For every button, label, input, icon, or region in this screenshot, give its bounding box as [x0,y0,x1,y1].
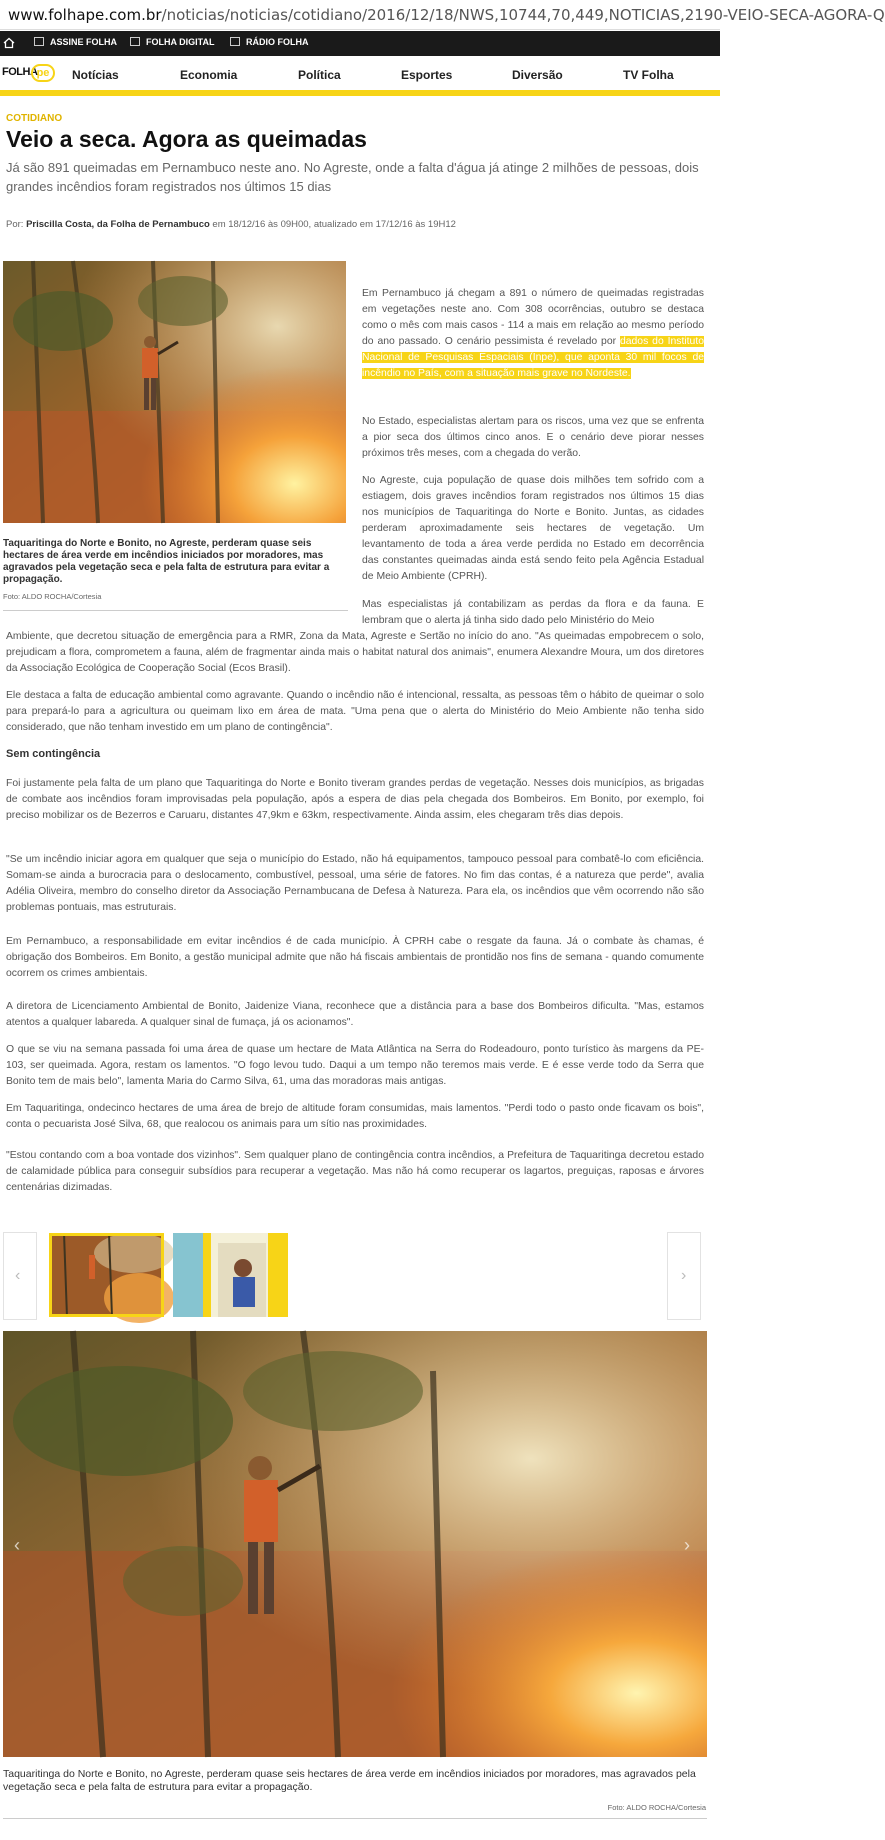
paragraph-2: No Estado, especialistas alertam para os riscos, uma vez que se enfrenta a pior seca dos últimos cinco anos. E o cenário deve piorar nesses próximos três meses, com a chegada do verão. [362,416,704,459]
chevron-left-icon: ‹ [15,1267,21,1284]
byline-author: Priscilla Costa, da Folha de Pernambuco [26,219,210,230]
nav-noticias[interactable]: Notícias [72,68,119,82]
paragraph-6: Foi justamente pela falta de um plano que Taquaritinga do Norte e Bonito tiveram grandes perdas de vegetação. Nesses dois municípios, as brigadas de combate aos incêndios foram improvisadas pela população, após a espera de dias pela chegada dos Bombeiros. Em Bonito, por exemplo, foi preciso mobilizar os de Bezerros e Caruaru, distantes 47,9km e 63km, respectivamente. Ainda assim, eles chegaram três dias depois. [6,778,704,821]
paragraph-11: Em Taquaritinga, ondecinco hectares de uma área de brejo de altitude foram consumidas, mais lamentos. "Perdi todo o pasto onde ficavam os bois", conta o pecuarista José Silva, 68, que realocou os animais para um sítio nas proximidades. [6,1103,704,1130]
home-icon[interactable] [2,36,16,50]
chevron-right-icon: › [681,1267,687,1284]
gallery-caption: Taquaritinga do Norte e Bonito, no Agreste, perderam quase seis hectares de área verde em incêndios iniciados por moradores, mas agravados pela vegetação seca e pela falta de estrutura para evitar a propagação. [3,1768,696,1793]
photo-caption: Taquaritinga do Norte e Bonito, no Agreste, perderam quase seis hectares de área verde em incêndios iniciados por moradores, mas agravados pela vegetação seca e pela falta de estrutura para evitar a propagação. [3,538,330,585]
folha-digital-label: FOLHA DIGITAL [146,37,215,47]
nav-tv-folha[interactable]: TV Folha [623,68,674,82]
site-logo[interactable] [2,64,56,86]
main-nav [0,56,720,96]
url-domain: www.folhape.com.br [8,6,162,24]
byline-prefix: Por: [6,219,27,230]
url-path: /noticias/noticias/cotidiano/2016/12/18/NWS,10744,70,449,NOTICIAS,2190-VEIO-SECA-AGORA-Q [161,6,885,24]
gallery-prev-icon[interactable]: ‹ [14,1535,20,1555]
browser-url-bar[interactable] [0,0,885,30]
gallery-next-icon[interactable]: › [684,1535,690,1555]
paragraph-8: Em Pernambuco, a responsabilidade em evitar incêndios é de cada município. À CPRH cabe o resgate da fauna. Já o combate às chamas, é obrigação dos Bombeiros. Em Bonito, a gestão municipal admite que não há fiscais ambientais de prontidão nos fins de semana - quando comumente ocorrem os crimes ambientais. [6,936,704,979]
divider [3,1818,707,1819]
nav-politica[interactable]: Política [298,68,341,82]
paragraph-5: Ele destaca a falta de educação ambiental como agravante. Quando o incêndio não é intencional, ressalta, as pessoas têm o hábito de queimar o solo para prepará-lo para a agricultura ou queimam lixo em área de mata. "Uma pena que o alerta do Ministério do Meio Ambiente não tenha sido considerado, que não tenham investido em um plano de contingência". [6,690,704,733]
highlighted-text: dados do Instituto Nacional de Pesquisas Espaciais (Inpe), que aponta 30 mil focos de incêndio no País, com a situação mais grave no Nordeste. [362,336,705,379]
paragraph-4b: Ambiente, que decretou situação de emergência para a RMR, Zona da Mata, Agreste e Sertão no início do ano. "As queimadas empobrecem o solo, prejudicam a flora, comprometem a fauna, além de fragmentar ainda mais o habitat natural dos animais", enumera Alexandre Moura, um dos diretores da Associação Ecológica de Cooperação Social (Ecos Brasil). [6,631,704,674]
paragraph-1-text: Em Pernambuco já chegam a 891 o número de queimadas registradas em vegetações neste ano. Com 308 ocorrências, outubro se destaca como o mês com mais casos - 114 a mais em relação ao mesmo período do ano passado. O cenário pessimista é revelado por [362,288,704,347]
digital-icon [130,37,140,46]
paragraph-9: A diretora de Licenciamento Ambiental de Bonito, Jaidenize Viana, reconhece que a distância para a base dos Bombeiros dificulta. "Mas, estamos atentos a qualquer labareda. A qualquer sinal de fumaça, já os acionamos". [6,1001,704,1028]
radio-folha-link[interactable] [230,37,309,47]
paragraph-4a: Mas especialistas já contabilizam as perdas da flora e da fauna. E lembram que o alerta já tinha sido dado pelo Ministério do Meio [362,599,704,626]
gallery-thumb-1[interactable] [49,1233,164,1317]
gallery-credit: Foto: ALDO ROCHA/Cortesia [607,1803,706,1812]
subscribe-icon [34,37,44,46]
url-text[interactable] [8,6,885,24]
photo-credit: Foto: ALDO ROCHA/Cortesia [3,592,102,601]
article-subtitle: Já são 891 queimadas em Pernambuco neste ano. No Agreste, onde a falta d'água já atinge 2 milhões de pessoas, dois grandes incêndios foram registrados nos últimos 15 dias [6,160,699,194]
subscribe-link[interactable] [34,37,117,47]
thumb-woman-window-image [173,1233,288,1317]
paragraph-1 [362,286,704,382]
thumbs-next-button[interactable] [667,1232,701,1320]
gallery-thumb-2[interactable] [173,1233,288,1317]
subscribe-label: ASSINE FOLHA [50,37,118,47]
thumbs-prev-button[interactable] [3,1232,37,1320]
logo-folha-text: FOLHA [2,66,38,78]
top-utility-bar [0,31,720,56]
radio-folha-label: RÁDIO FOLHA [246,37,309,47]
byline-date: em 18/12/16 às 09H00, atualizado em 17/12/16 às 19H12 [209,219,456,230]
article-byline [6,219,456,230]
gallery-fire-image [3,1331,707,1757]
nav-esportes[interactable]: Esportes [401,68,453,82]
nav-diversao[interactable]: Diversão [512,68,563,82]
paragraph-10: O que se viu na semana passada foi uma área de quase um hectare de Mata Atlântica na Serra do Rodeadouro, ponto turístico às margens da PE-103, ser queimada. Agora, restam os lamentos. "O fogo levou tudo. Daqui a um tempo não teremos mais verde. E é esse verde todo da Serra que Bonito tem de mais belo", lamenta Maria do Carmo Silva, 61, uma das moradoras mais antigas. [6,1044,704,1087]
paragraph-12: "Estou contando com a boa vontade dos vizinhos". Sem qualquer plano de contingência contra incêndios, a Prefeitura de Taquaritinga decretou estado de calamidade pública para conseguir subsídios para recuperar a vegetação. Mas não há como recuperar os lagartos, preguiças, raposas e árvores centenárias dizimadas. [6,1150,704,1193]
folha-digital-link[interactable] [130,37,215,47]
nav-economia[interactable]: Economia [180,68,238,82]
section-label[interactable]: COTIDIANO [6,113,63,124]
paragraph-3: No Agreste, cuja população de quase dois milhões tem sofrido com a estiagem, dois graves incêndios foram registrados nos últimos 15 dias nos municípios de Taquaritinga do Norte e Bonito. Juntas, as cidades perderam aproximadamente seis hectares de vegetação. Um levantamento de toda a área verde perdida no Estado em decorrência das constantes queimadas ainda está sendo feito pela Agência Estadual de Meio Ambiente (CPRH). [362,475,704,582]
paragraph-7: "Se um incêndio iniciar agora em qualquer que seja o município do Estado, não há equipamentos, tampouco pessoal para combatê-lo com eficiência. Somam-se ainda a burocracia para o deslocamento, combustível, pessoal, uma série de fatores. No fim das contas, é a natureza que perde", avalia Adélia Oliveira, membro do conselho diretor da Associação Pernambucana de Defesa à Natureza. Para ela, os incêndios que vêm ocorrendo não são problemas pontuais, mas estruturais. [6,854,704,913]
page-title: Veio a seca. Agora as queimadas [6,126,367,152]
radio-icon [230,37,240,46]
gallery-main-photo[interactable] [3,1331,707,1757]
section-subhead: Sem contingência [6,748,101,760]
logo-pe-text: pe [31,64,55,82]
divider [3,610,348,611]
fire-scene-image [3,261,346,523]
article-photo[interactable] [3,261,346,523]
thumb-fire-image [49,1233,164,1317]
